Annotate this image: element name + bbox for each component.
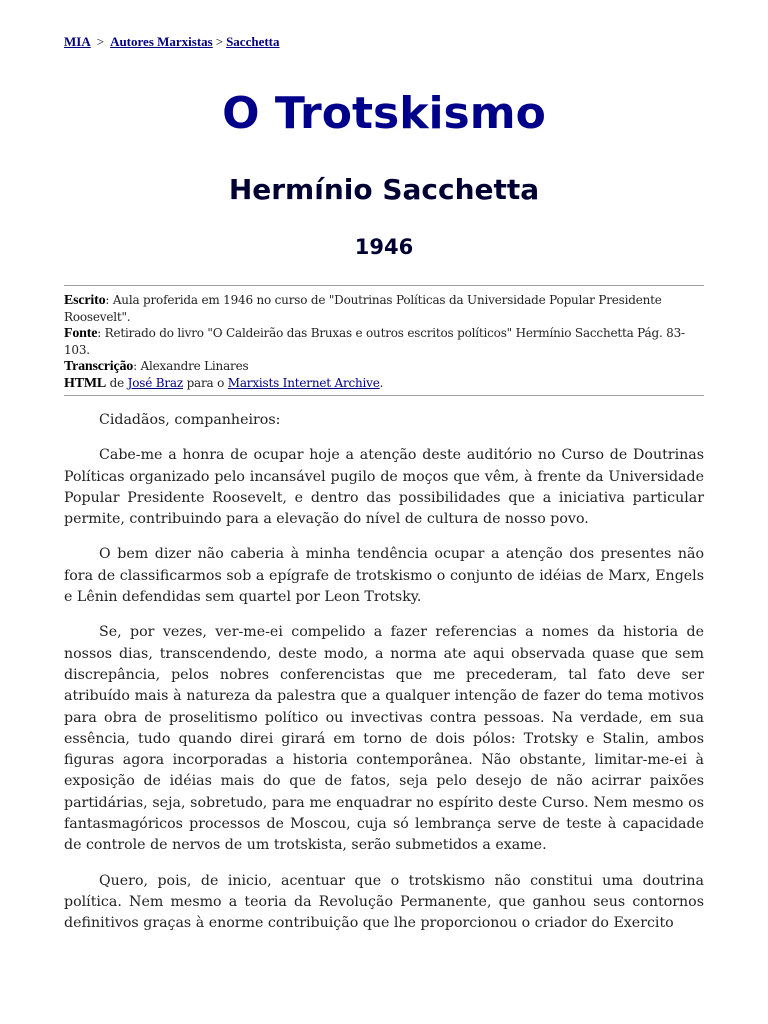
paragraph: O bem dizer não caberia à minha tendência ocupar a atenção dos presentes não fora de classificarmos sob a epígrafe de trotskismo o conjunto de idéias de Marx, Engels e Lênin defendidas sem quartel por Leon Trotsky. (64, 546, 704, 606)
info-divider-bottom (64, 395, 704, 396)
breadcrumb-link-mia[interactable]: MIA (64, 34, 91, 49)
info-transcricao (64, 358, 704, 375)
author-name: Hermínio Sacchetta (228, 173, 540, 206)
info-escrito (64, 292, 704, 325)
fonte-label: Fonte (64, 326, 98, 341)
html-para-text: para o (182, 376, 228, 390)
info-fonte (64, 325, 704, 358)
html-end-text: . (379, 376, 384, 390)
breadcrumb-separator: > (96, 34, 105, 49)
marxists-archive-link[interactable]: Marxists Internet Archive (227, 376, 380, 390)
info-html (64, 375, 704, 392)
escrito-text: : Aula proferida em 1946 no curso de "Doutrinas Políticas da Universidade Popular Presidente Roosevelt". (64, 293, 662, 324)
breadcrumb-separator: > (215, 34, 224, 49)
jose-braz-link[interactable]: José Braz (127, 376, 183, 390)
publication-year: 1946 (354, 235, 414, 259)
html-label: HTML (64, 376, 106, 391)
paragraph: Cidadãos, companheiros: (99, 412, 281, 428)
page-title: O Trotskismo (222, 88, 546, 139)
fonte-text: : Retirado do livro "O Caldeirão das Bruxas e outros escritos políticos" Hermínio Sacchetta Pág. 83-103. (64, 326, 685, 357)
breadcrumb-link-sacchetta[interactable]: Sacchetta (226, 34, 280, 49)
paragraph: Se, por vezes, ver-me-ei compelido a fazer referencias a nomes da historia de nossos dias, transcendendo, deste modo, a norma ate aqui observada quase que sem discrepância, pelos nobres conferencistas que me precederam, tal fato deve ser atribuído mais à natureza da palestra que a qualquer intenção de fazer do tema motivos para obra de proselitismo político ou invectivas contra pessoas. Na verdade, em sua essência, tudo quando direi girará em torno de dois pólos: Trotsky e Stalin, ambos figuras agora incorporadas a historia contemporânea. Não obstante, limitar-me-ei à exposição de idéias mais do que de fatos, seja pelo desejo de não acirrar paixões partidárias, seja, sobretudo, para me enquadrar no espírito deste Curso. Nem mesmo os fantasmagóricos processos de Moscou, cuja só lembrança serve de teste à capacidade de controle de nervos de um trotskista, serão submetidos a exame. (64, 624, 704, 854)
info-divider-top (64, 285, 704, 286)
transcricao-label: Transcrição (64, 359, 134, 374)
paragraph: Cabe-me a honra de ocupar hoje a atenção deste auditório no Curso de Doutrinas Políticas organizado pelo incansável pugilo de moços que vêm, à frente da Universidade Popular Presidente Roosevelt, e dentro das possibilidades que a iniciativa particular permite, contribuindo para a elevação do nível de cultura de nosso povo. (64, 447, 704, 528)
escrito-label: Escrito (64, 293, 106, 308)
info-block (64, 292, 704, 392)
breadcrumb-link-autores-marxistas[interactable]: Autores Marxistas (110, 34, 213, 49)
breadcrumb (64, 34, 280, 50)
transcricao-text: : Alexandre Linares (133, 359, 249, 373)
html-de-text: de (105, 376, 128, 390)
article-body (64, 410, 704, 949)
paragraph: Quero, pois, de inicio, acentuar que o trotskismo não constitui uma doutrina política. Nem mesmo a teoria da Revolução Permanente, que ganhou seus contornos definitivos graças à enorme contribuição que lhe proporcionou o criador do Exercito (64, 872, 704, 932)
